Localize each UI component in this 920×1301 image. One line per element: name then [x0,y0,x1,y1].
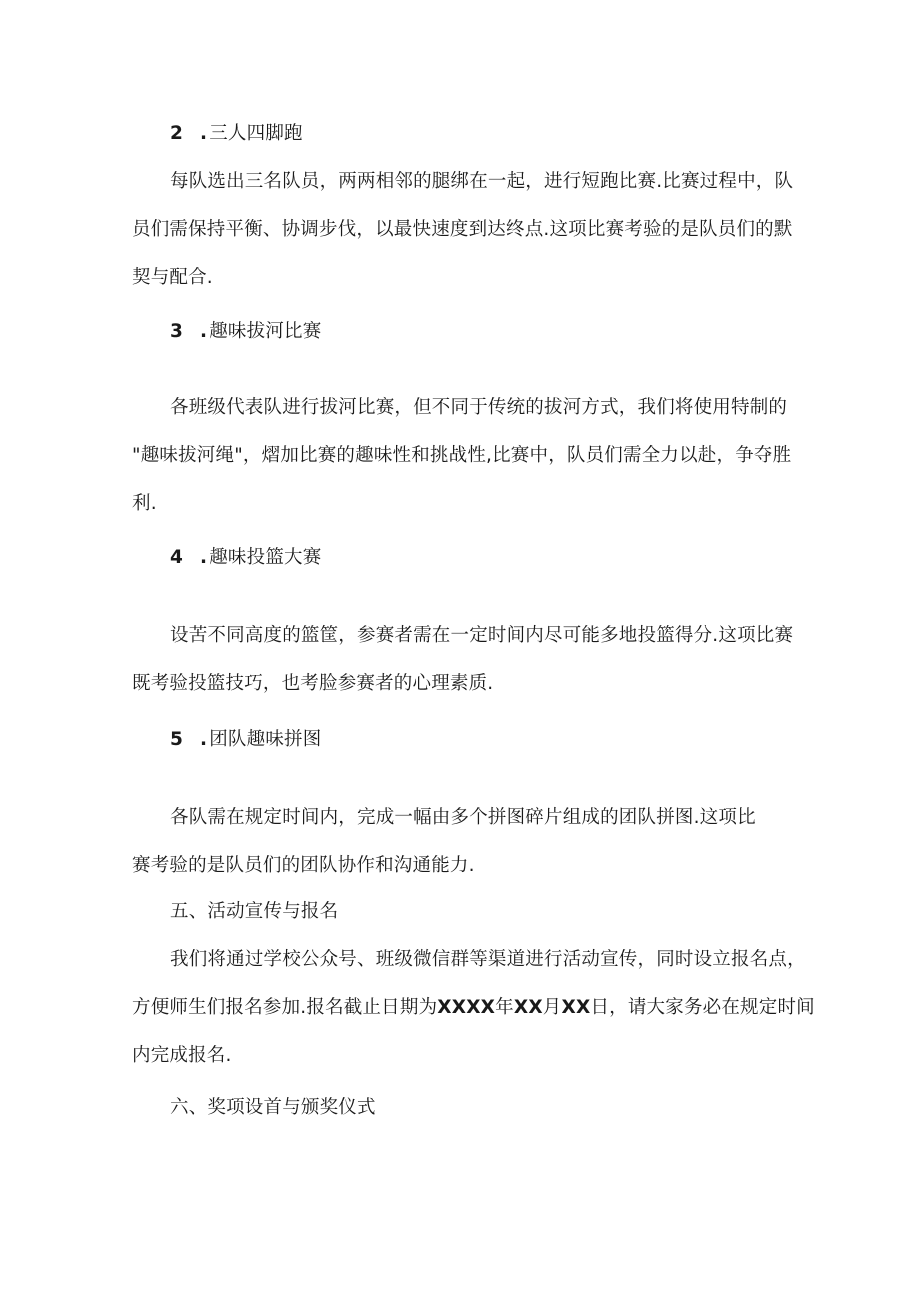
paragraph-line: 利. [132,493,157,514]
paragraph-line [132,996,815,1020]
item-number: 3 [170,321,184,342]
item-number: 5 [170,729,184,750]
subheading-text: 趣味投篮大赛 [209,547,322,568]
paragraph-line: 内完成报名. [132,1045,232,1066]
paragraph-line: 设苦不同高度的篮筐，参赛者需在一定时间内尽可能多地投篮得分.这项比赛 [170,625,794,646]
item-dot: . [200,729,208,750]
paragraph-line: 各队需在规定时间内，完成一幅由多个拼图碎片组成的团队拼图.这项比 [170,807,756,828]
item-number: 2 [170,123,184,144]
paragraph-line: "趣味拔河绳"，熠加比赛的趣味性和挑战性,比赛中，队员们需全力以赴，争夺胜 [132,445,792,466]
paragraph-line: 赛考验的是队员们的团队协作和沟通能力. [132,855,475,876]
paragraph-line: 契与配合. [132,267,213,288]
subheading-team-puzzle [170,728,321,752]
placeholder-month: XX [513,997,543,1018]
subheading-text: 趣味拔河比赛 [209,321,322,342]
paragraph-line: 每队选出三名队员，两两相邻的腿绑在一起，进行短跑比赛.比赛过程中，队 [170,171,794,192]
subheading-text: 团队趣味拼图 [209,729,322,750]
paragraph-line: 各班级代表队进行拔河比赛，但不同于传统的拔河方式，我们将使用特制的 [170,397,788,418]
placeholder-day: XX [561,997,591,1018]
section-heading-awards: 六、奖项设首与颁奖仪式 [170,1097,376,1118]
text-span: 年 [495,997,514,1018]
subheading-tug-of-war [170,320,321,344]
section-heading-publicity-registration: 五、活动宣传与报名 [170,901,339,922]
text-span: 月 [542,997,562,1018]
subheading-three-legged-race [170,122,303,146]
paragraph-line: 既考验投篮技巧，也考脸参赛者的心理素质. [132,673,494,694]
text-span: 日，请大家务必在规定时间 [590,997,815,1018]
item-dot: . [200,547,208,568]
item-dot: . [200,321,208,342]
paragraph-line: 员们需保持平衡、协调步伐，以最快速度到达终点.这项比赛考验的是队员们的默 [132,219,793,240]
subheading-text: 三人四脚跑 [209,123,303,144]
text-span: 方便师生们报名参加.报名截止日期为 [132,997,438,1018]
subheading-shooting-contest [170,546,321,570]
paragraph-line: 我们将通过学校公众号、班级微信群等渠道进行活动宣传，同时设立报名点， [170,949,806,970]
item-number: 4 [170,547,184,568]
item-dot: . [200,123,208,144]
placeholder-year: XXXX [437,997,496,1018]
